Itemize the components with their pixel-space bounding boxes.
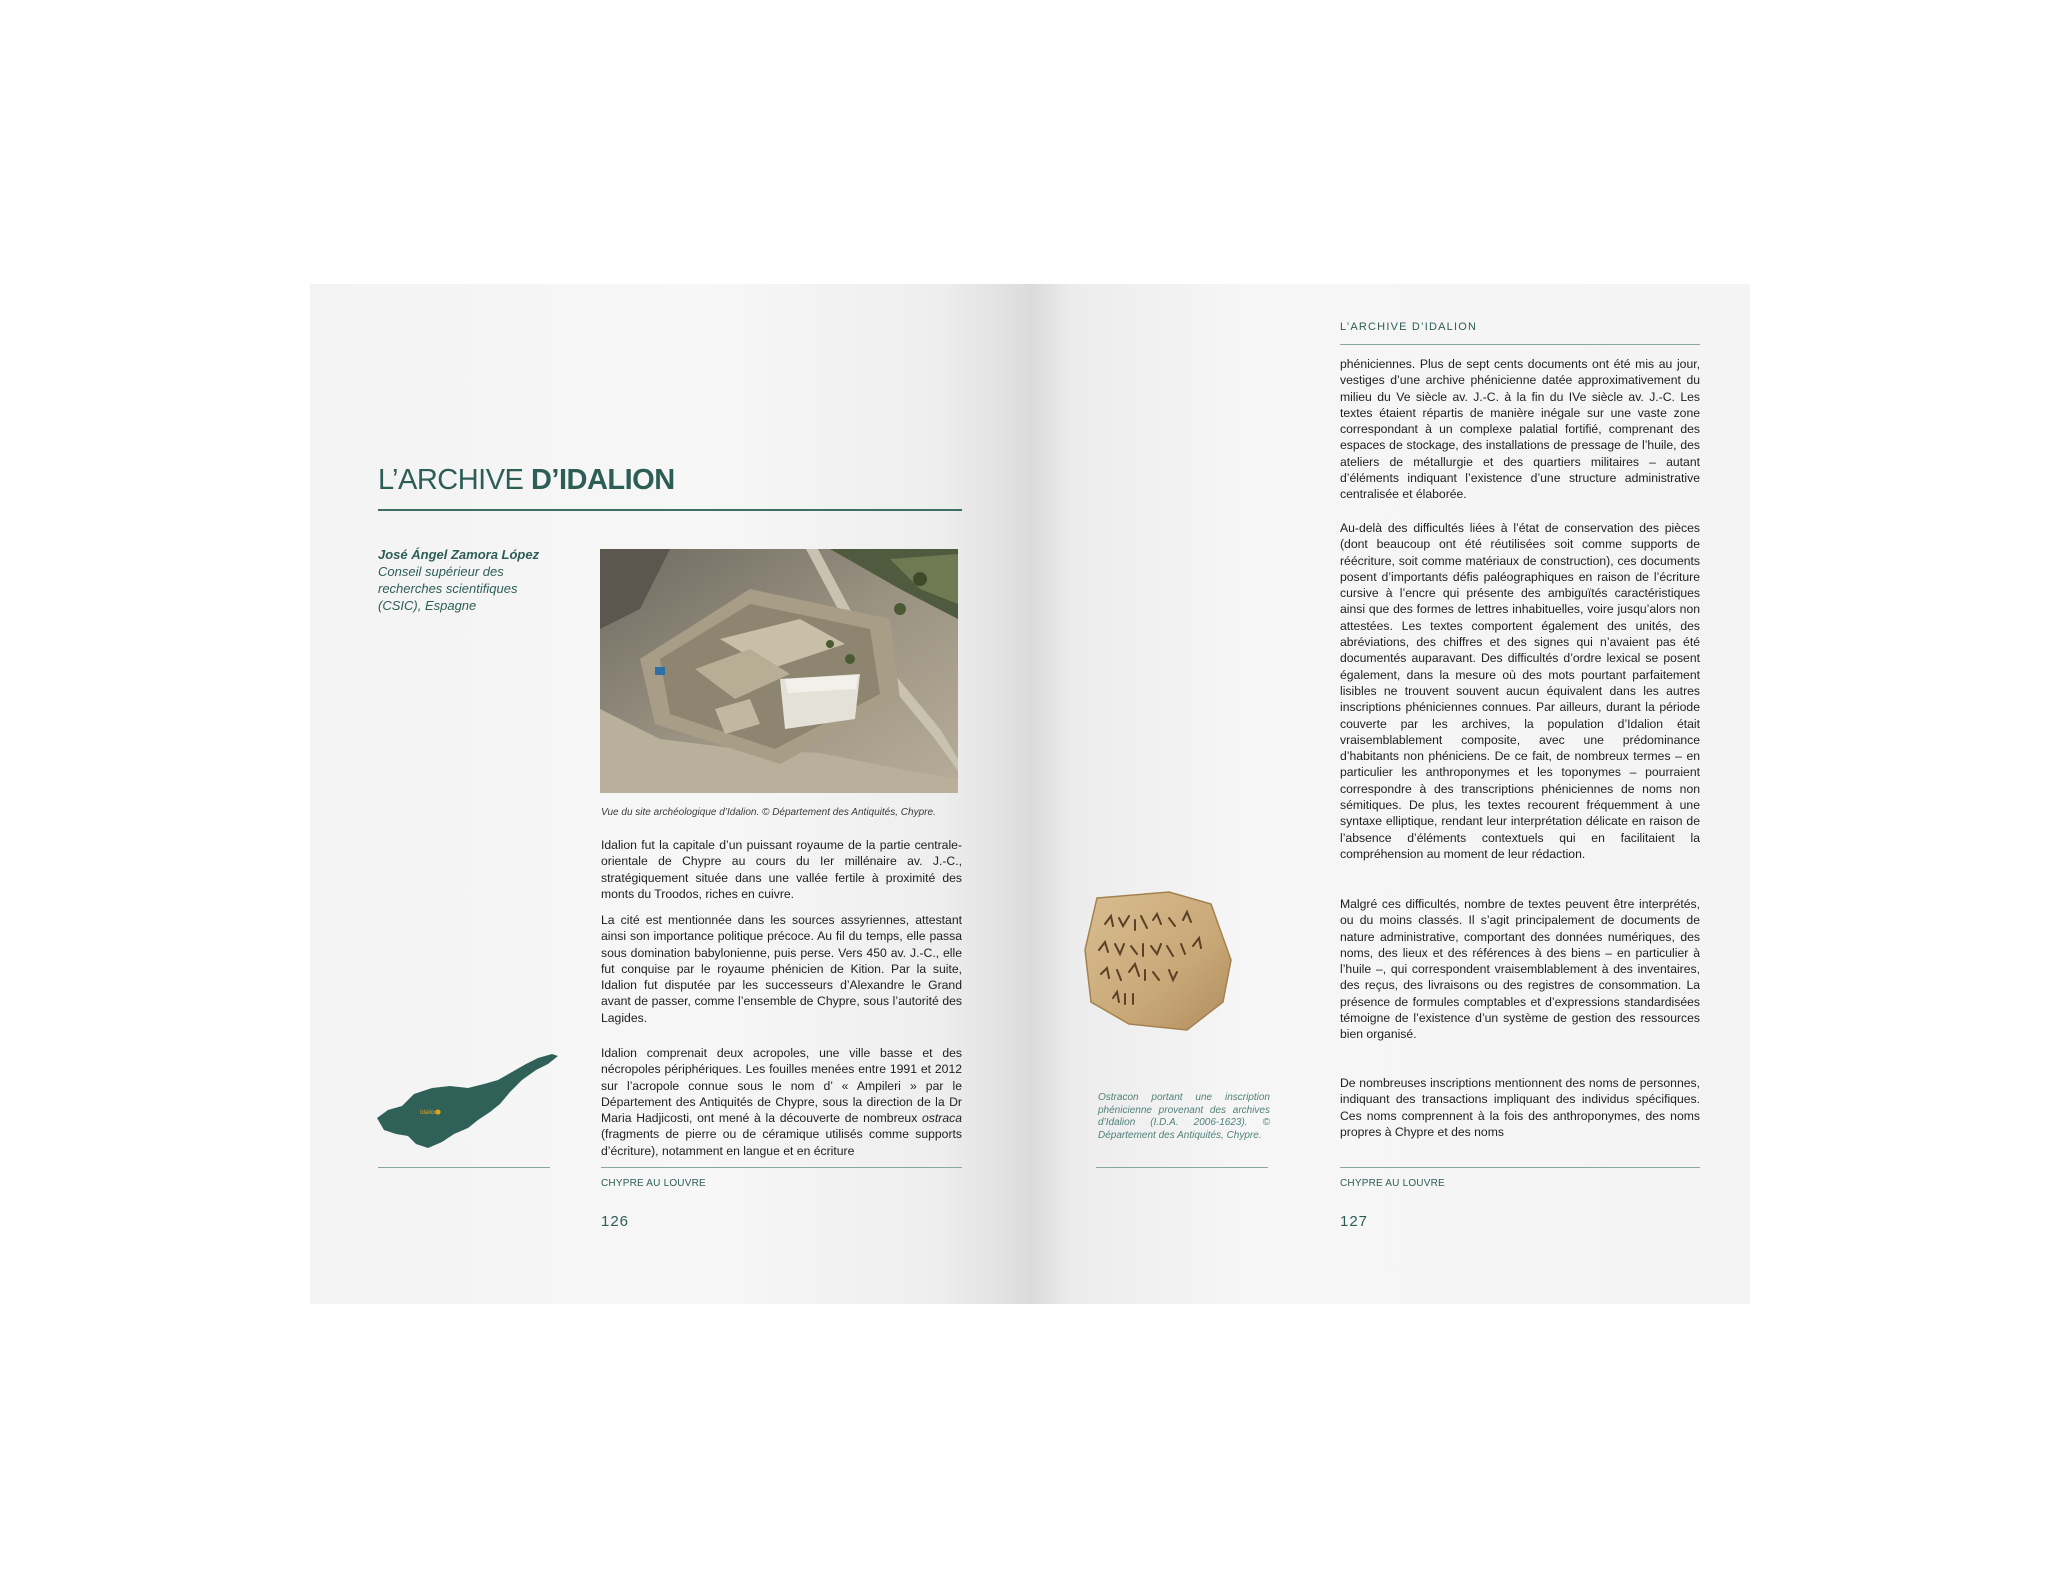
caption-rule (1096, 1167, 1268, 1168)
page-number: 126 (601, 1213, 630, 1230)
author-block (378, 546, 553, 614)
photo-caption: Vue du site archéologique d’Idalion. © Département des Antiquités, Chypre. (601, 807, 936, 818)
footer-rule (601, 1167, 962, 1168)
ostracon-photo (1083, 890, 1233, 1032)
right-page (1028, 284, 1750, 1304)
footer-rule (1340, 1167, 1700, 1168)
names-paragraph: De nombreuses inscriptions mentionnent des noms de personnes, indiquant des transactions impliquant des individus spécifiques. Ces noms comprennent à la fois des anthroponymes, des noms propres à Chypre et des noms (1340, 1076, 1700, 1139)
map-label: Idalion (420, 1110, 438, 1116)
excavation-paragraph (601, 1045, 962, 1159)
book-spread (310, 284, 1750, 1304)
footer-label: CHYPRE AU LOUVRE (601, 1178, 706, 1189)
running-head-rule (1340, 344, 1700, 345)
cyprus-map (372, 1050, 562, 1152)
site-aerial-photo (600, 549, 958, 793)
left-page (310, 284, 1028, 1304)
ostraca-term: ostraca (922, 1111, 962, 1126)
archive-paragraph: phéniciennes. Plus de sept cents documents ont été mis au jour, vestiges d’une archive phénicienne datée approximativement du milieu du Ve siècle av. J.-C. à la fin du IVe siècle av. J.-C. Les textes étaient répartis de manière inégale sur une vaste zone correspondant à un complexe palatial fortifié, comprenant des espaces de stockage, des installations de pressage de l’huile, des ateliers de métallurgie et des quartiers militaires – autant d’éléments indiquant l’existence d’une structure administrative centralisée et élaborée. (1340, 357, 1700, 502)
page-number: 127 (1340, 1213, 1369, 1230)
running-head: L’ARCHIVE D’IDALION (1340, 321, 1478, 333)
ostracon-caption: Ostracon portant une inscription phénicienne provenant des archives d’Idalion (I.D.A. 2006-1623). © Département des Antiquités, Chypre. (1098, 1092, 1270, 1141)
cyprus-island-shape (377, 1054, 558, 1148)
interpretation-paragraph: Malgré ces difficultés, nombre de textes peuvent être interprétés, ou du moins classés. Il s’agit principalement de documents de nature administrative, comportant des données numériques, des noms, des lieux et des références à des biens – en particulier à l’huile –, qui correspondent vraisemblablement à des inventaires, des reçus, des livraisons ou des registres de consommation. La présence de formules comptables et d’expressions standardisées témoigne de l’existence d’un système de gestion des ressources bien organisé. (1340, 897, 1700, 1042)
history-paragraph: La cité est mentionnée dans les sources assyriennes, attestant ainsi son importance politique précoce. Au fil du temps, elle passa sous domination babylonienne, puis perse. Vers 450 av. J.-C., elle fut conquise par le royaume phénicien de Kition. Par la suite, Idalion fut disputée par les successeurs d’Alexandre le Grand avant de passer, comme l’ensemble de Chypre, sous l’autorité des Lagides. (601, 913, 962, 1025)
footer-label: CHYPRE AU LOUVRE (1340, 1178, 1445, 1189)
article-title (378, 464, 675, 497)
excavation-text-start: Idalion comprenait deux acropoles, une ville basse et des nécropoles périphériques. Les fouilles menées entre 1991 et 2012 sur l’acropole connue sous le nom d’ « Ampileri » par le Département des Antiquités de Chypre, sous la direction de la Dr Maria Hadjicosti, ont mené à la découverte de nombreux (601, 1046, 962, 1126)
title-bold: D’IDALION (530, 464, 675, 496)
intro-paragraph: Idalion fut la capitale d’un puissant royaume de la partie centrale-orientale de Chypre au cours du Ier millénaire av. J.-C., stratégiquement située dans une vallée fertile à proximité des monts du Troodos, riches en cuivre. (601, 838, 962, 901)
difficulties-paragraph: Au-delà des difficultés liées à l’état de conservation des pièces (dont beaucoup ont été réutilisées soit comme supports de réécriture, soit comme matériaux de construction), ces documents posent d’importants défis paléographiques en raison de l’écriture cursive à l’encre qui présente des ambiguïtés caractéristiques ainsi que des formes de lettres inhabituelles, voire jusqu’alors non attestées. Les textes comportent également des unités, des abréviations, des chiffres et des signes qui n’avaient pas été documentés auparavant. Des difficultés d’ordre lexical se posent également, dans la mesure où des mots pourtant parfaitement lisibles ne trouvent souvent aucun équivalent dans les autres inscriptions phéniciennes connues. Par ailleurs, durant la période couverte par les archives, la population d’Idalion était vraisemblablement composite, avec une prédominance d’habitants non phéniciens. De ce fait, de nombreux termes – en particulier les anthroponymes et les toponymes – pourraient correspondre à des transcriptions phéniciennes de noms non sémitiques. De plus, les textes recourent fréquemment à une syntaxe elliptique, rendant leur interprétation délicate en raison de l’absence d’éléments contextuels qui en facilitaient la compréhension au moment de leur rédaction. (1340, 521, 1700, 861)
title-light: L’ARCHIVE (378, 464, 524, 496)
author-affiliation: Conseil supérieur des recherches scientifiques (CSIC), Espagne (378, 564, 518, 613)
map-rule (378, 1167, 550, 1168)
author-name: José Ángel Zamora López (378, 547, 540, 562)
excavation-text-end: (fragments de pierre ou de céramique utilisés comme supports d’écriture), notamment en langue et en écriture (601, 1127, 962, 1158)
title-divider (378, 509, 962, 511)
